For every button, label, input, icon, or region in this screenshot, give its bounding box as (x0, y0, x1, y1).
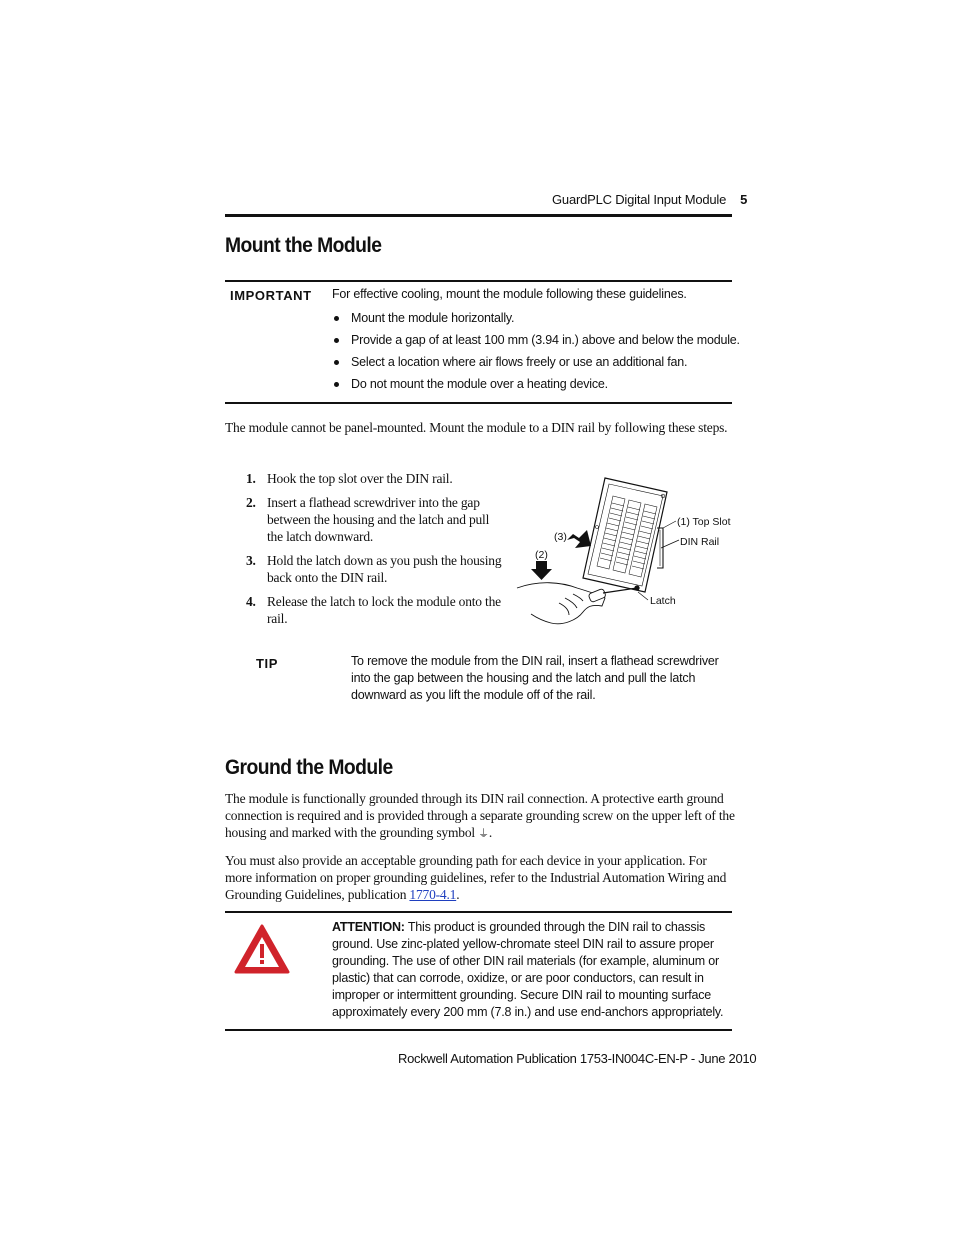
label-din-rail: DIN Rail (680, 536, 720, 548)
guideline-item: Select a location where air flows freely or use an additional fan. (333, 354, 740, 376)
important-intro: For effective cooling, mount the module following these guidelines. (332, 287, 687, 301)
hand-with-screwdriver (517, 583, 639, 624)
step-item (246, 552, 508, 586)
attention-bottom-rule (225, 1029, 732, 1031)
label-step-2: (2) (535, 549, 548, 561)
step-text: Release the latch to lock the module onto the rail. (267, 594, 501, 626)
attention-label: ATTENTION: (332, 920, 405, 934)
guideline-item: Mount the module horizontally. (333, 310, 740, 332)
ground-para-1 (225, 790, 735, 842)
step-item (246, 593, 508, 627)
tip-tag: TIP (256, 656, 279, 671)
section-title-ground: Ground the Module (225, 756, 393, 779)
important-bottom-rule (225, 402, 732, 404)
running-header (552, 192, 748, 207)
step-number: 3. (246, 553, 256, 568)
guideline-item: Provide a gap of at least 100 mm (3.94 in.) above and below the module. (333, 332, 740, 354)
header-rule (225, 214, 732, 217)
step-number: 2. (246, 495, 256, 510)
guideline-list (333, 310, 740, 398)
section-title-mount: Mount the Module (225, 234, 382, 257)
step-text: Hook the top slot over the DIN rail. (267, 471, 453, 486)
attention-body: This product is grounded through the DIN rail to chassis ground. Use zinc-plated yellow-chromate steel DIN rail to assure proper grounding. The use of other DIN rail materials (for example, aluminum or plastic) that can corrode, oxidize, or are poor conductors, can result in improper or intermittent grounding. Secure DIN rail to mounting surface approximately every 200 mm (7.8 in.) and use end-anchors appropriately. (332, 920, 724, 1019)
ground-para-1-end: . (488, 825, 493, 840)
ground-para-2 (225, 852, 735, 903)
ground-para-2-end: . (456, 887, 460, 902)
important-tag: IMPORTANT (230, 288, 312, 303)
label-latch: Latch (650, 595, 676, 607)
step-number: 1. (246, 471, 256, 486)
tip-text: To remove the module from the DIN rail, insert a flathead screwdriver into the gap between the housing and the latch and pull the latch downward as you lift the module off of the rail. (351, 654, 719, 702)
important-top-rule (225, 280, 732, 282)
mount-steps (246, 470, 508, 634)
ground-para-1-text: The module is functionally grounded through its DIN rail connection. A protective earth ground connection is required and is provided through a separate grounding screw on the upper left of the housing and marked with the grounding symbol (225, 791, 735, 840)
module-housing (583, 478, 667, 592)
step-text: Insert a flathead screwdriver into the gap between the housing and the latch and pull the latch downward. (267, 495, 490, 544)
ground-para-2-text: You must also provide an acceptable grounding path for each device in your application. For more information on proper grounding guidelines, refer to the Industrial Automation Wiring and Grounding Guidelines, publication (225, 853, 727, 902)
doc-title: GuardPLC Digital Input Module (552, 192, 727, 207)
page-number: 5 (740, 192, 748, 207)
label-step-3: (3) (554, 531, 567, 543)
label-top-slot: (1) Top Slot (677, 516, 731, 528)
guideline-item: Do not mount the module over a heating device. (333, 376, 740, 398)
grounding-symbol-icon: ⏚ (478, 827, 489, 840)
attention-text (332, 919, 734, 1021)
warning-triangle-icon (233, 923, 291, 975)
step-3-arrow (567, 530, 591, 548)
step-item (246, 494, 508, 545)
footer-publication: Rockwell Automation Publication 1753-IN004C-EN-P - June 2010 (398, 1051, 757, 1066)
attention-top-rule (225, 911, 732, 913)
publication-link[interactable]: 1770-4.1 (409, 887, 457, 902)
mount-intro: The module cannot be panel-mounted. Mount the module to a DIN rail by following these steps. (225, 420, 728, 435)
step-number: 4. (246, 594, 256, 609)
din-rail-mounting-figure (505, 470, 737, 635)
step-2-arrow (531, 561, 552, 580)
step-text: Hold the latch down as you push the housing back onto the DIN rail. (267, 553, 502, 585)
step-item (246, 470, 508, 487)
